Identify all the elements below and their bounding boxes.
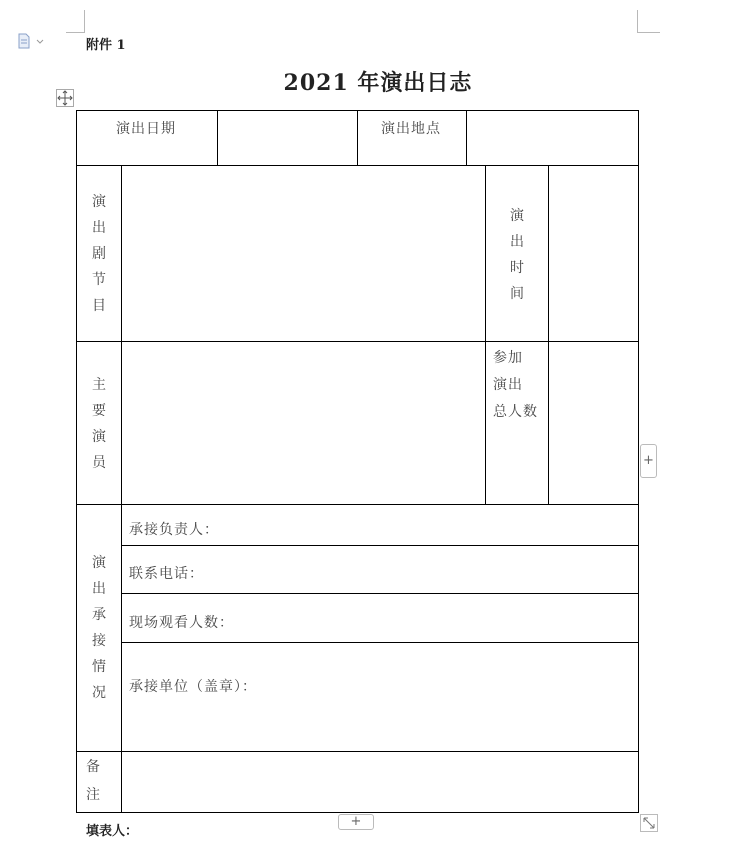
audience-count-field[interactable]: 现场观看人数： xyxy=(129,615,234,631)
row-divider xyxy=(121,642,639,643)
col-divider xyxy=(548,165,549,505)
performance-date-label: 演出日期 xyxy=(116,121,176,137)
main-actors-label: 主 要 演 员 xyxy=(92,377,106,471)
page-title: 2021 年演出日志 xyxy=(283,70,473,96)
page-corner-top-right xyxy=(637,10,660,33)
attachment-label: 附件 1 xyxy=(86,38,126,53)
remarks-label: 备 注 xyxy=(86,759,100,803)
col-divider xyxy=(466,110,467,166)
responsible-person-field[interactable]: 承接负责人： xyxy=(129,522,219,538)
add-column-button[interactable]: + xyxy=(640,444,657,478)
row-divider xyxy=(121,545,639,546)
row-divider xyxy=(76,341,639,342)
row-divider xyxy=(76,504,639,505)
col-divider xyxy=(121,165,122,813)
total-performers-label: 参加 演出 总人数 xyxy=(493,350,538,420)
row-divider xyxy=(121,593,639,594)
add-row-button[interactable]: + xyxy=(338,814,374,830)
page-corner-top-left xyxy=(66,10,85,33)
row-divider xyxy=(76,751,639,752)
resize-icon[interactable] xyxy=(640,814,658,832)
program-label: 演 出 剧 节 目 xyxy=(92,194,106,314)
undertaking-label: 演 出 承 接 情 况 xyxy=(92,555,106,701)
col-divider xyxy=(217,110,218,166)
performance-venue-label: 演出地点 xyxy=(381,121,441,137)
performance-date-value[interactable] xyxy=(222,118,352,158)
document-icon[interactable] xyxy=(17,33,45,49)
performance-time-label: 演 出 时 间 xyxy=(510,208,524,302)
filled-by-label: 填表人： xyxy=(86,824,139,839)
performance-venue-value[interactable] xyxy=(471,118,631,158)
undertaking-unit-field[interactable]: 承接单位（盖章）： xyxy=(129,679,257,695)
col-divider xyxy=(357,110,358,166)
contact-phone-field[interactable]: 联系电话： xyxy=(129,566,204,582)
performance-log-table xyxy=(76,110,639,813)
move-icon[interactable] xyxy=(56,89,74,107)
col-divider xyxy=(485,165,486,505)
